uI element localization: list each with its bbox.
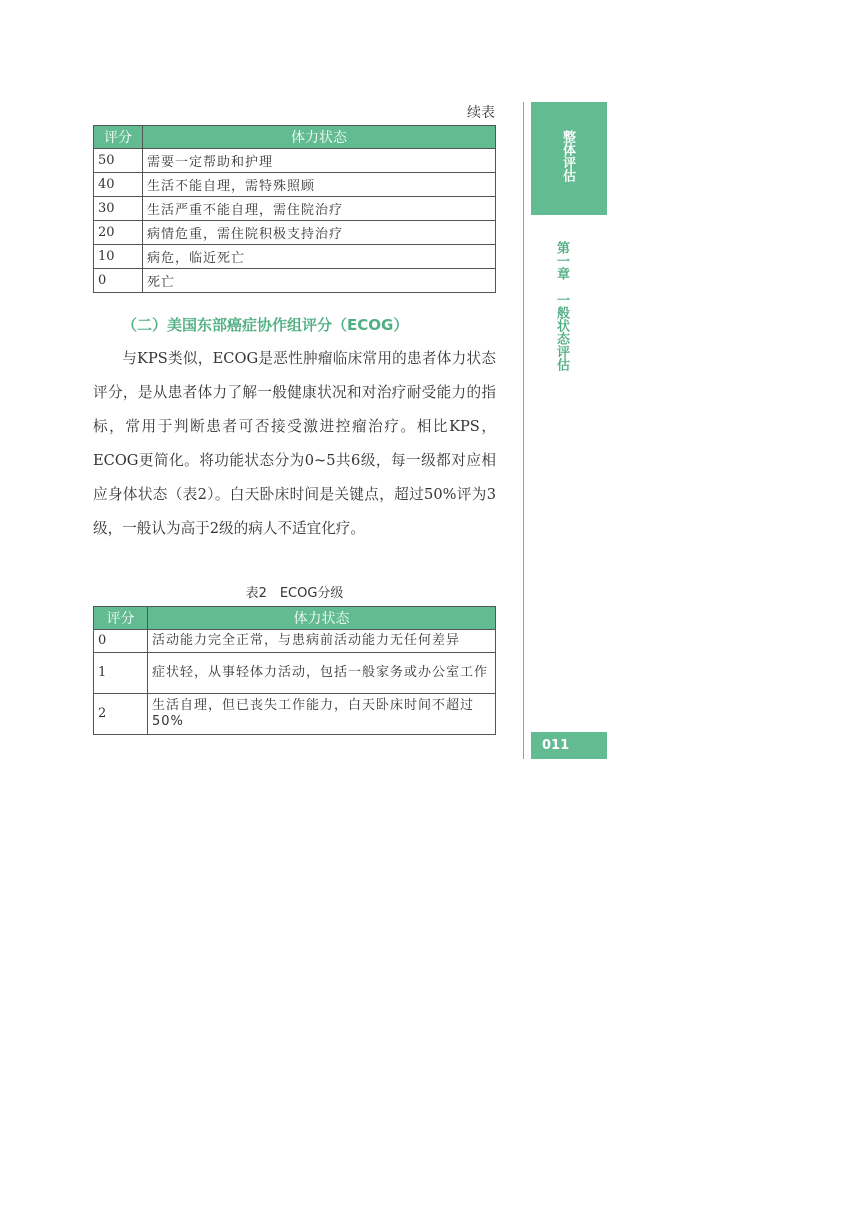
table-row: [94, 173, 496, 197]
table1-header-score: 评分: [94, 126, 143, 149]
table-row: [94, 694, 496, 735]
table-row: [94, 269, 496, 293]
score-cell: 2: [94, 694, 148, 735]
score-cell: 0: [94, 269, 143, 293]
status-cell: 活动能力完全正常，与患病前活动能力无任何差异: [148, 630, 496, 653]
table-caption: 表2 ECOG分级: [245, 586, 344, 601]
chapter-title: 第一章 一般状态评估: [554, 241, 569, 371]
status-cell: 症状轻，从事轻体力活动，包括一般家务或办公室工作: [148, 653, 496, 694]
table-row: [94, 221, 496, 245]
body-paragraph: 与KPS类似，ECOG是恶性肿瘤临床常用的患者体力状态评分，是从患者体力了解一般健康状况和对治疗耐受能力的指标，常用于判断患者可否接受激进控瘤治疗。相比KPS，ECOG更简化。将功能状态分为0~5共6级，每一级都对应相应身体状态（表2）。白天卧床时间是关键点，超过50%评为3级，一般认为高于2级的病人不适宜化疗。: [93, 350, 496, 537]
score-cell: 0: [94, 630, 148, 653]
status-cell: 需要一定帮助和护理: [143, 149, 496, 173]
table-row: [94, 653, 496, 694]
score-cell: 40: [94, 173, 143, 197]
score-cell: 50: [94, 149, 143, 173]
body-paragraph-container: [93, 342, 496, 546]
section-tab: [531, 102, 607, 215]
table-row: [94, 149, 496, 173]
section-heading: （二）美国东部癌症协作组评分（ECOG）: [122, 316, 409, 334]
table-row: [94, 245, 496, 269]
status-cell: 病情危重，需住院积极支持治疗: [143, 221, 496, 245]
score-cell: 1: [94, 653, 148, 694]
margin-divider-line: [523, 102, 524, 759]
page-number: 011: [531, 732, 607, 759]
table2-header-score: 评分: [94, 607, 148, 630]
continued-table-label: 续表: [467, 105, 495, 121]
ecog-score-table: [93, 606, 496, 735]
kps-score-table-continued: [93, 125, 496, 293]
status-cell: 死亡: [143, 269, 496, 293]
status-cell: 病危，临近死亡: [143, 245, 496, 269]
table2-header-status: 体力状态: [148, 607, 496, 630]
status-cell: 生活不能自理，需特殊照顾: [143, 173, 496, 197]
score-cell: 20: [94, 221, 143, 245]
section-tab-title: 整体评估: [560, 130, 575, 182]
score-cell: 10: [94, 245, 143, 269]
status-cell: 生活自理，但已丧失工作能力，白天卧床时间不超过50%: [148, 694, 496, 735]
table-row: [94, 630, 496, 653]
status-cell: 生活严重不能自理，需住院治疗: [143, 197, 496, 221]
table-row: [94, 197, 496, 221]
score-cell: 30: [94, 197, 143, 221]
table1-header-status: 体力状态: [143, 126, 496, 149]
